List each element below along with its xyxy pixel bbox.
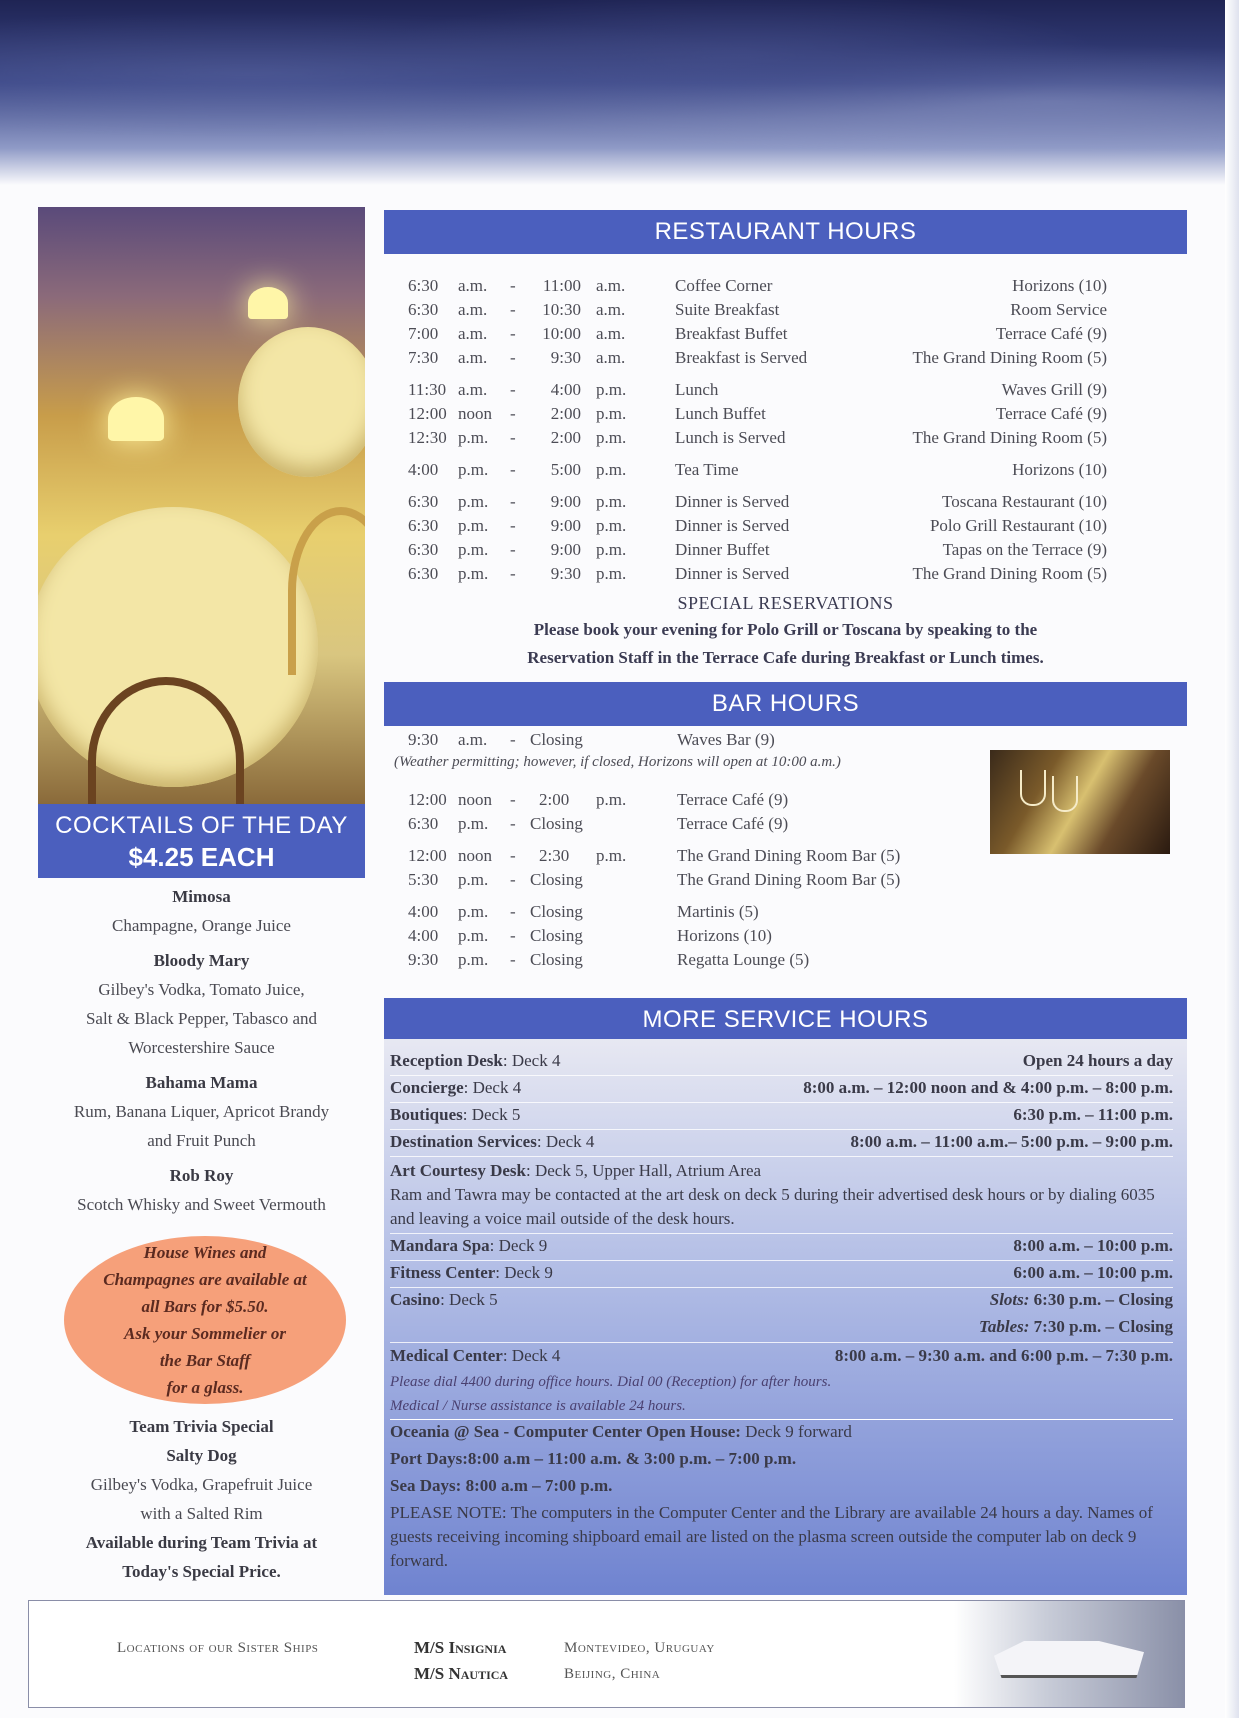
service-hours: 6:30 p.m. – 11:00 p.m.: [1013, 1105, 1173, 1124]
dash: -: [510, 300, 516, 319]
service-name: Fitness Center: [390, 1263, 496, 1282]
service-hours: Open 24 hours a day: [1022, 1051, 1173, 1070]
start-period: a.m.: [458, 730, 488, 749]
service-row: [390, 1290, 1173, 1342]
restaurant-row: [384, 564, 1187, 588]
service-row: [390, 1132, 1173, 1156]
start-time: 6:30: [408, 516, 439, 535]
service-name: Boutiques: [390, 1105, 463, 1124]
venue: Tapas on the Terrace (9): [942, 540, 1107, 559]
venue: Horizons (10): [1012, 460, 1107, 479]
service-name: Mandara Spa: [390, 1236, 490, 1255]
house-wine-badge: [64, 1236, 346, 1404]
start-time: 12:00: [408, 846, 447, 865]
start-time: 7:30: [408, 348, 439, 367]
ship-shape: [994, 1641, 1144, 1678]
bar-row: [384, 950, 1187, 974]
ship-photo: [954, 1601, 1184, 1707]
venue: The Grand Dining Room (5): [912, 348, 1107, 367]
end-period: p.m.: [596, 790, 627, 809]
dash: -: [510, 516, 516, 535]
banner-texture: [0, 0, 1239, 185]
wine-line: Champagnes are available at: [103, 1270, 307, 1289]
dash: -: [510, 846, 516, 865]
special-text: Please book your evening for Polo Grill or Toscana by speaking to the: [533, 620, 1038, 639]
end-time: 9:30: [550, 348, 581, 367]
service-name: Destination Services: [390, 1132, 537, 1151]
lamp-shape: [108, 397, 164, 441]
service-row: [390, 1263, 1173, 1287]
end-time: Closing: [530, 730, 583, 749]
start-period: p.m.: [458, 492, 489, 511]
start-time: 6:30: [408, 814, 439, 833]
service-location: : Deck 4: [463, 1078, 522, 1097]
drink-name: Salty Dog: [166, 1446, 237, 1465]
dash: -: [510, 380, 516, 399]
meal-name: Dinner is Served: [675, 564, 790, 583]
restaurant-row: [384, 460, 1187, 484]
service-location: Deck 9 forward: [740, 1422, 852, 1441]
end-time: 11:00: [542, 276, 581, 295]
start-time: 9:30: [408, 950, 439, 969]
end-time: 2:00: [539, 790, 570, 809]
start-period: p.m.: [458, 460, 489, 479]
service-location: : Deck 5, Upper Hall, Atrium Area: [525, 1161, 762, 1180]
venue: Toscana Restaurant (10): [942, 492, 1107, 511]
service-hours: 8:00 a.m. – 9:30 a.m. and 6:00 p.m. – 7:30 p.m.: [834, 1346, 1173, 1365]
bar-hours-header: BAR HOURS: [384, 682, 1187, 726]
venue: Terrace Café (9): [677, 790, 789, 809]
special-title: SPECIAL RESERVATIONS: [677, 593, 894, 613]
end-time: Closing: [530, 814, 583, 833]
restaurant-row: [384, 540, 1187, 564]
service-hours: 8:00 a.m. – 10:00 p.m.: [1013, 1236, 1173, 1255]
glass-shape: [1052, 776, 1078, 812]
end-time: 2:00: [550, 404, 581, 423]
start-time: 5:30: [408, 870, 439, 889]
restaurant-hours-table: [384, 276, 1187, 588]
drink-name: Rob Roy: [169, 1166, 234, 1185]
cocktails-header: [38, 804, 365, 878]
drink-name: Bloody Mary: [153, 951, 250, 970]
sea-days-hours: 8:00 a.m – 7:00 p.m.: [461, 1476, 613, 1495]
start-period: p.m.: [458, 870, 489, 889]
row-gap: [384, 372, 1187, 380]
end-time: 2:30: [539, 846, 570, 865]
service-name: Oceania @ Sea - Computer Center Open House:: [390, 1422, 741, 1441]
bar-row: [384, 870, 1187, 894]
glass-shape: [1020, 770, 1046, 806]
chair-shape: [288, 507, 365, 675]
dash: -: [510, 492, 516, 511]
start-time: 7:00: [408, 324, 439, 343]
service-name: Concierge: [390, 1078, 464, 1097]
bar-photo: [990, 750, 1170, 854]
venue: Terrace Café (9): [677, 814, 789, 833]
start-period: a.m.: [458, 348, 488, 367]
venue: Polo Grill Restaurant (10): [929, 516, 1107, 535]
dash: -: [510, 276, 516, 295]
drink-desc: Gilbey's Vodka, Tomato Juice,: [98, 980, 305, 999]
start-period: p.m.: [458, 926, 489, 945]
start-period: p.m.: [458, 950, 489, 969]
end-period: p.m.: [596, 428, 627, 447]
end-period: p.m.: [596, 380, 627, 399]
ship-location: Beijing, China: [564, 1666, 661, 1682]
end-time: Closing: [530, 926, 583, 945]
service-location: : Deck 4: [502, 1051, 561, 1070]
end-period: p.m.: [596, 404, 627, 423]
row-gap: [384, 484, 1187, 492]
venue: Horizons (10): [677, 926, 772, 945]
start-period: noon: [458, 404, 492, 423]
start-period: p.m.: [458, 516, 489, 535]
dash: -: [510, 428, 516, 447]
tables-label: Tables:: [979, 1317, 1030, 1336]
drink-desc: with a Salted Rim: [140, 1504, 263, 1523]
start-period: noon: [458, 790, 492, 809]
start-period: p.m.: [458, 540, 489, 559]
dash: -: [510, 926, 516, 945]
restaurant-row: [384, 380, 1187, 404]
meal-name: Breakfast is Served: [675, 348, 808, 367]
start-period: p.m.: [458, 564, 489, 583]
sister-ships-footer: [28, 1600, 1185, 1708]
end-period: a.m.: [596, 324, 626, 343]
end-period: p.m.: [596, 540, 627, 559]
more-service-header: MORE SERVICE HOURS: [384, 998, 1187, 1042]
venue: The Grand Dining Room (5): [912, 428, 1107, 447]
end-time: Closing: [530, 870, 583, 889]
trivia-special: [38, 1412, 365, 1586]
wine-line: for a glass.: [166, 1378, 244, 1397]
tables-hours: 7:30 p.m. – Closing: [1029, 1317, 1173, 1336]
service-location: : Deck 4: [536, 1132, 595, 1151]
start-time: 9:30: [408, 730, 439, 749]
start-period: p.m.: [458, 902, 489, 921]
medical-note: Medical / Nurse assistance is available 24 hours.: [390, 1398, 686, 1414]
venue: Martinis (5): [677, 902, 759, 921]
port-days-label: Port Days:: [390, 1449, 468, 1468]
slots-hours: 6:30 p.m. – Closing: [1029, 1290, 1173, 1309]
venue: Terrace Café (9): [995, 324, 1107, 343]
medical-note: Please dial 4400 during office hours. Dial 00 (Reception) for after hours.: [390, 1374, 832, 1390]
venue: Waves Grill (9): [1001, 380, 1107, 399]
drink-desc: Gilbey's Vodka, Grapefruit Juice: [90, 1475, 313, 1494]
service-name: Casino: [390, 1290, 441, 1309]
trivia-note: Today's Special Price.: [122, 1562, 281, 1581]
service-row: [390, 1105, 1173, 1129]
meal-name: Dinner Buffet: [675, 540, 770, 559]
start-time: 4:00: [408, 926, 439, 945]
start-time: 6:30: [408, 300, 439, 319]
service-location: : Deck 9: [489, 1236, 548, 1255]
start-period: p.m.: [458, 814, 489, 833]
service-name: Reception Desk: [390, 1051, 503, 1070]
trivia-note: Available during Team Trivia at: [85, 1533, 318, 1552]
wine-line: the Bar Staff: [159, 1351, 251, 1370]
service-hours: 8:00 a.m. – 11:00 a.m.– 5:00 p.m. – 9:00 p.m.: [850, 1132, 1173, 1151]
end-period: p.m.: [596, 516, 627, 535]
dining-room-photo: [38, 207, 365, 804]
end-time: 9:00: [550, 492, 581, 511]
start-time: 4:00: [408, 460, 439, 479]
venue: Waves Bar (9): [677, 730, 775, 749]
start-time: 12:00: [408, 404, 447, 423]
dash: -: [510, 460, 516, 479]
end-period: p.m.: [596, 846, 627, 865]
dash: -: [510, 902, 516, 921]
venue: Regatta Lounge (5): [677, 950, 810, 969]
trivia-title: Team Trivia Special: [129, 1417, 274, 1436]
service-hours-panel: [384, 1039, 1187, 1595]
service-hours: 8:00 a.m. – 12:00 noon and & 4:00 p.m. – 8:00 p.m.: [803, 1078, 1173, 1097]
drink-desc: and Fruit Punch: [147, 1131, 256, 1150]
ship-name: M/S Nautica: [414, 1664, 509, 1683]
medical-notes: [390, 1370, 1173, 1418]
drink-name: Mimosa: [172, 887, 231, 906]
dash: -: [510, 540, 516, 559]
table-shape: [238, 327, 365, 477]
dash: -: [510, 870, 516, 889]
cocktails-price: $4.25 EACH: [128, 842, 275, 872]
venue: The Grand Dining Room Bar (5): [677, 846, 901, 865]
art-note: Ram and Tawra may be contacted at the art desk on deck 5 during their advertised desk hours or by dialing 6035 and leaving a voice mail outside of the desk hours.: [390, 1185, 1155, 1228]
weather-note: (Weather permitting; however, if closed, Horizons will open at 10:00 a.m.): [394, 754, 841, 770]
end-time: 9:00: [550, 540, 581, 559]
service-location: : Deck 5: [440, 1290, 498, 1309]
service-row: [390, 1236, 1173, 1260]
service-name: Medical Center: [390, 1346, 503, 1365]
end-time: 2:00: [550, 428, 581, 447]
end-period: a.m.: [596, 300, 626, 319]
start-time: 6:30: [408, 276, 439, 295]
restaurant-row: [384, 404, 1187, 428]
restaurant-row: [384, 300, 1187, 324]
end-period: p.m.: [596, 492, 627, 511]
sister-ships-label: Locations of our Sister Ships: [117, 1640, 319, 1656]
meal-name: Suite Breakfast: [675, 300, 780, 319]
service-location: : Deck 5: [462, 1105, 521, 1124]
header-banner: [0, 0, 1239, 185]
port-days-hours: 8:00 a.m – 11:00 a.m. & 3:00 p.m. – 7:00 p.m.: [467, 1449, 797, 1468]
end-time: 9:30: [550, 564, 581, 583]
row-gap: [384, 894, 1187, 902]
restaurant-row: [384, 428, 1187, 452]
meal-name: Lunch Buffet: [675, 404, 766, 423]
restaurant-row: [384, 324, 1187, 348]
end-time: Closing: [530, 950, 583, 969]
start-period: p.m.: [458, 428, 489, 447]
start-period: a.m.: [458, 276, 488, 295]
dash: -: [510, 950, 516, 969]
start-time: 6:30: [408, 492, 439, 511]
restaurant-row: [384, 348, 1187, 372]
drink-desc: Scotch Whisky and Sweet Vermouth: [77, 1195, 326, 1214]
meal-name: Coffee Corner: [675, 276, 773, 295]
ship-name: M/S Insignia: [414, 1638, 507, 1657]
drink-desc: Champagne, Orange Juice: [112, 916, 291, 935]
service-row: [390, 1051, 1173, 1075]
dash: -: [510, 564, 516, 583]
end-time: 5:00: [550, 460, 581, 479]
service-location: : Deck 4: [502, 1346, 561, 1365]
wine-line: House Wines and: [143, 1243, 267, 1262]
end-time: 4:00: [550, 380, 581, 399]
dash: -: [510, 324, 516, 343]
start-period: noon: [458, 846, 492, 865]
meal-name: Tea Time: [675, 460, 739, 479]
special-reservations: [384, 593, 1187, 670]
row-gap: [384, 452, 1187, 460]
dash: -: [510, 790, 516, 809]
ship-location: Montevideo, Uruguay: [564, 1640, 715, 1656]
start-time: 12:00: [408, 790, 447, 809]
page-edge: [1225, 0, 1239, 1718]
computer-center-block: [390, 1419, 1173, 1573]
special-text: Reservation Staff in the Terrace Cafe during Breakfast or Lunch times.: [527, 648, 1044, 667]
start-time: 4:00: [408, 902, 439, 921]
cocktail-list: [38, 882, 365, 1219]
wine-line: Ask your Sommelier or: [124, 1324, 286, 1343]
service-row: [390, 1078, 1173, 1102]
venue: The Grand Dining Room Bar (5): [677, 870, 901, 889]
sea-days-label: Sea Days:: [390, 1476, 462, 1495]
restaurant-hours-header: RESTAURANT HOURS: [384, 210, 1187, 254]
restaurant-row: [384, 492, 1187, 516]
start-time: 6:30: [408, 564, 439, 583]
dash: -: [510, 404, 516, 423]
start-period: a.m.: [458, 380, 488, 399]
dash: -: [510, 730, 516, 749]
start-time: 11:30: [408, 380, 447, 399]
start-time: 6:30: [408, 540, 439, 559]
meal-name: Dinner is Served: [675, 492, 790, 511]
start-period: a.m.: [458, 300, 488, 319]
meal-name: Lunch is Served: [675, 428, 786, 447]
art-desk-block: [390, 1159, 1173, 1231]
end-period: a.m.: [596, 348, 626, 367]
venue: Terrace Café (9): [995, 404, 1107, 423]
drink-desc: Rum, Banana Liquer, Apricot Brandy: [73, 1102, 330, 1121]
end-period: p.m.: [596, 564, 627, 583]
end-time: 10:30: [542, 300, 581, 319]
end-period: a.m.: [596, 276, 626, 295]
service-name: Art Courtesy Desk: [390, 1161, 526, 1180]
restaurant-row: [384, 276, 1187, 300]
service-hours: 6:00 a.m. – 10:00 p.m.: [1013, 1263, 1173, 1282]
slots-label: Slots:: [989, 1290, 1030, 1309]
lamp-shape: [248, 287, 288, 319]
dash: -: [510, 348, 516, 367]
wine-line: all Bars for $5.50.: [141, 1297, 269, 1316]
meal-name: Dinner is Served: [675, 516, 790, 535]
end-time: 10:00: [542, 324, 581, 343]
computer-note: PLEASE NOTE: The computers in the Computer Center and the Library are available 24 hours a day. Names of guests receiving incoming shipboard email are listed on the plasma screen outside the computer lab on deck 9 forward.: [390, 1503, 1153, 1570]
end-time: 9:00: [550, 516, 581, 535]
service-location: : Deck 9: [495, 1263, 553, 1282]
end-time: Closing: [530, 902, 583, 921]
end-period: p.m.: [596, 460, 627, 479]
meal-name: Breakfast Buffet: [675, 324, 788, 343]
drink-name: Bahama Mama: [145, 1073, 258, 1092]
dash: -: [510, 814, 516, 833]
start-time: 12:30: [408, 428, 447, 447]
start-period: a.m.: [458, 324, 488, 343]
bar-row: [384, 902, 1187, 926]
meal-name: Lunch: [675, 380, 719, 399]
venue: Horizons (10): [1012, 276, 1107, 295]
bar-row: [384, 926, 1187, 950]
restaurant-row: [384, 516, 1187, 540]
drink-desc: Salt & Black Pepper, Tabasco and: [85, 1009, 318, 1028]
venue: The Grand Dining Room (5): [912, 564, 1107, 583]
venue: Room Service: [1010, 300, 1107, 319]
drink-desc: Worcestershire Sauce: [128, 1038, 275, 1057]
cocktails-title: COCKTAILS OF THE DAY: [55, 812, 348, 839]
service-row: [390, 1346, 1173, 1370]
